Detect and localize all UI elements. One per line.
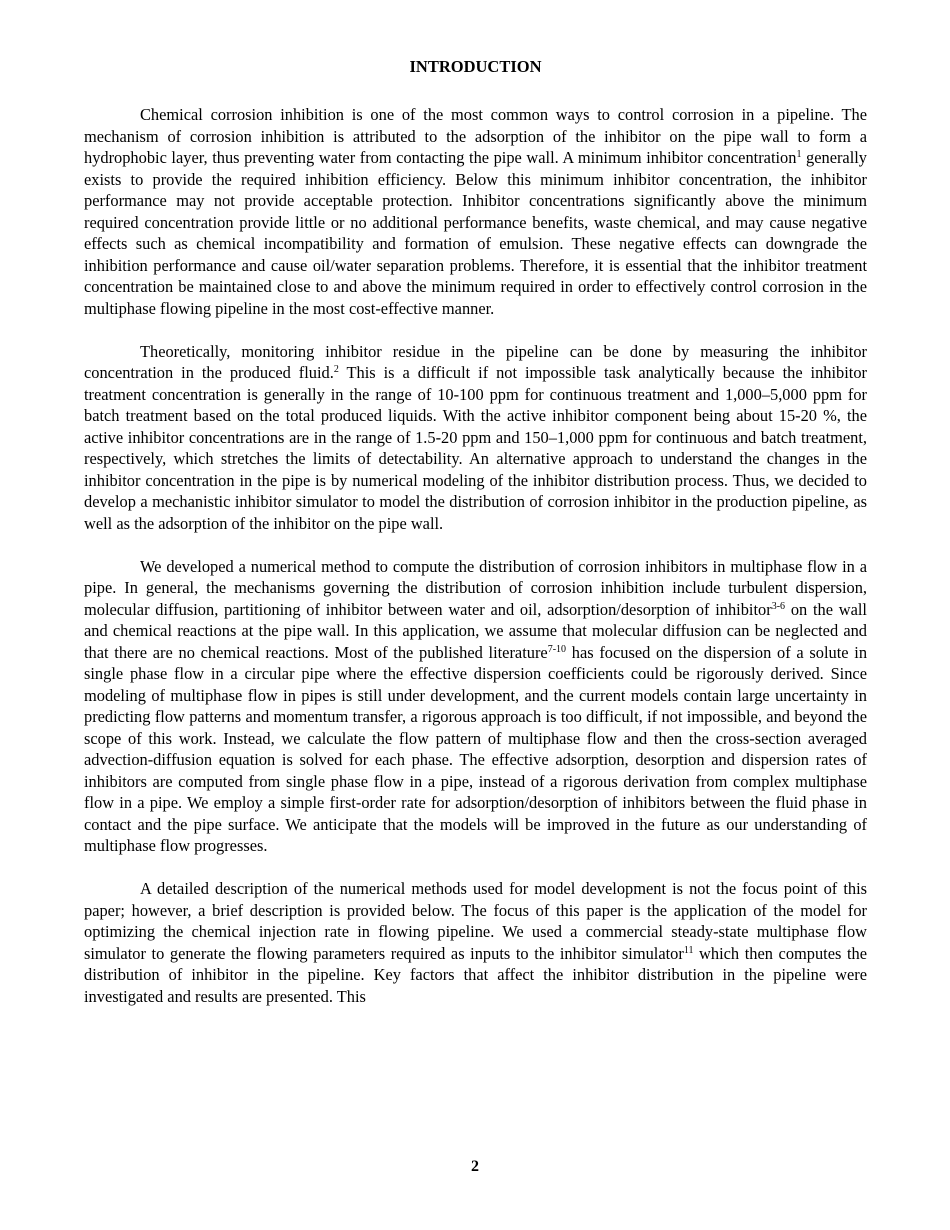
section-heading: INTRODUCTION — [409, 57, 542, 76]
paragraph-text: Chemical corrosion inhibition is one of the most common ways to control corrosion in a pipeline. The mechanism of corrosion inhibition is attributed to the adsorption of the inhibitor on the pipe wall to form a hydrophobic layer, thus preventing water from contacting the pipe wall. A minimum inhibitor concentration — [84, 105, 867, 167]
reference-superscript: 1 — [796, 149, 802, 160]
paragraph-text: This is a difficult if not impossible task analytically because the inhibitor treatment concentration is generally in the range of 10-100 ppm for continuous treatment and 1,000–5,000 ppm for batch treatment based on the total produced liquids. With the active inhibitor component being about 15-20 %, the active inhibitor concentrations are in the range of 1.5-20 ppm and 150–1,000 ppm for continuous and batch treatment, respectively, which stretches the limits of detectability. An alternative approach to understand the changes in the inhibitor concentration in the pipe is by numerical modeling of the inhibitor distribution process. Thus, we decided to develop a mechanistic inhibitor simulator to model the distribution of corrosion inhibitor in the production pipeline, as well as the adsorption of the inhibitor on the pipe wall. — [84, 363, 867, 533]
paragraph-text: generally exists to provide the required inhibition efficiency. Below this minimum inhibitor concentration, the inhibitor performance may not provide acceptable protection. Inhibitor concentrations significantly above the minimum required concentration provide little or no additional performance benefits, waste chemical, and may cause negative effects such as chemical incompatibility and formation of emulsion. These negative effects can downgrade the inhibition performance and cause oil/water separation problems. Therefore, it is essential that the inhibitor treatment concentration be maintained close to and above the minimum required in order to effectively control corrosion in the multiphase flowing pipeline in the most cost-effective manner. — [84, 148, 868, 318]
paragraph-text: We developed a numerical method to compute the distribution of corrosion inhibitors in multiphase flow in a pipe. In general, the mechanisms governing the distribution of corrosion inhibition include turbulent dispersion, molecular diffusion, partitioning of inhibitor between water and oil, adsorption/desorption of inhibitor — [84, 556, 867, 619]
reference-superscript: 11 — [683, 944, 694, 956]
paragraph-text: on the wall and chemical reactions at the pipe wall. In this application, we assume that molecular diffusion can be neglected and that there are no chemical reactions. Most of the published literature — [84, 599, 867, 662]
paragraph-text: has focused on the dispersion of a solute in single phase flow in a circular pipe where the effective dispersion coefficients could be rigorously derived. Since modeling of multiphase flow in pipes is still under development, and the current models contain large uncertainty in predicting flow patterns and momentum transfer, a rigorous approach is too difficult, if not impossible, and beyond the scope of this work. Instead, we calculate the flow pattern of multiphase flow and then the cross-section averaged advection-diffusion equation is solved for each phase. The effective adsorption, desorption and dispersion rates of inhibitors are computed from single phase flow in a pipe, instead of a rigorous derivation from complex multiphase flow in a pipe. We employ a simple first-order rate for adsorption/desorption of inhibitors between the fluid phase in contact and the pipe surface. We anticipate that the models will be improved in the future as our understanding of multiphase flow progresses. — [84, 642, 868, 855]
paragraph-text: A detailed description of the numerical methods used for model development is not the focus point of this paper; however, a brief description is provided below. The focus of this paper is the application of the model for optimizing the chemical injection rate in flowing pipeline. We used a commercial steady-state multiphase flow simulator to generate the flowing parameters required as inputs to the inhibitor simulator — [84, 879, 867, 963]
paragraph-1 — [84, 104, 867, 319]
page-body — [84, 56, 867, 1029]
page-number: 2 — [471, 1158, 479, 1175]
paragraph-text: which then computes the distribution of inhibitor in the pipeline. Key factors that affect the inhibitor distribution in the pipeline were investigated and results are presented. This — [84, 943, 867, 1006]
paragraph-2 — [84, 341, 867, 535]
paragraph-text: Theoretically, monitoring inhibitor residue in the pipeline can be done by measuring the inhibitor concentration in the produced fluid. — [84, 341, 867, 382]
paragraph-4 — [84, 878, 867, 1007]
reference-superscript: 2 — [333, 364, 339, 375]
reference-superscript: 3-6 — [771, 600, 786, 612]
paragraph-3 — [84, 556, 867, 857]
reference-superscript: 7-10 — [547, 643, 567, 655]
